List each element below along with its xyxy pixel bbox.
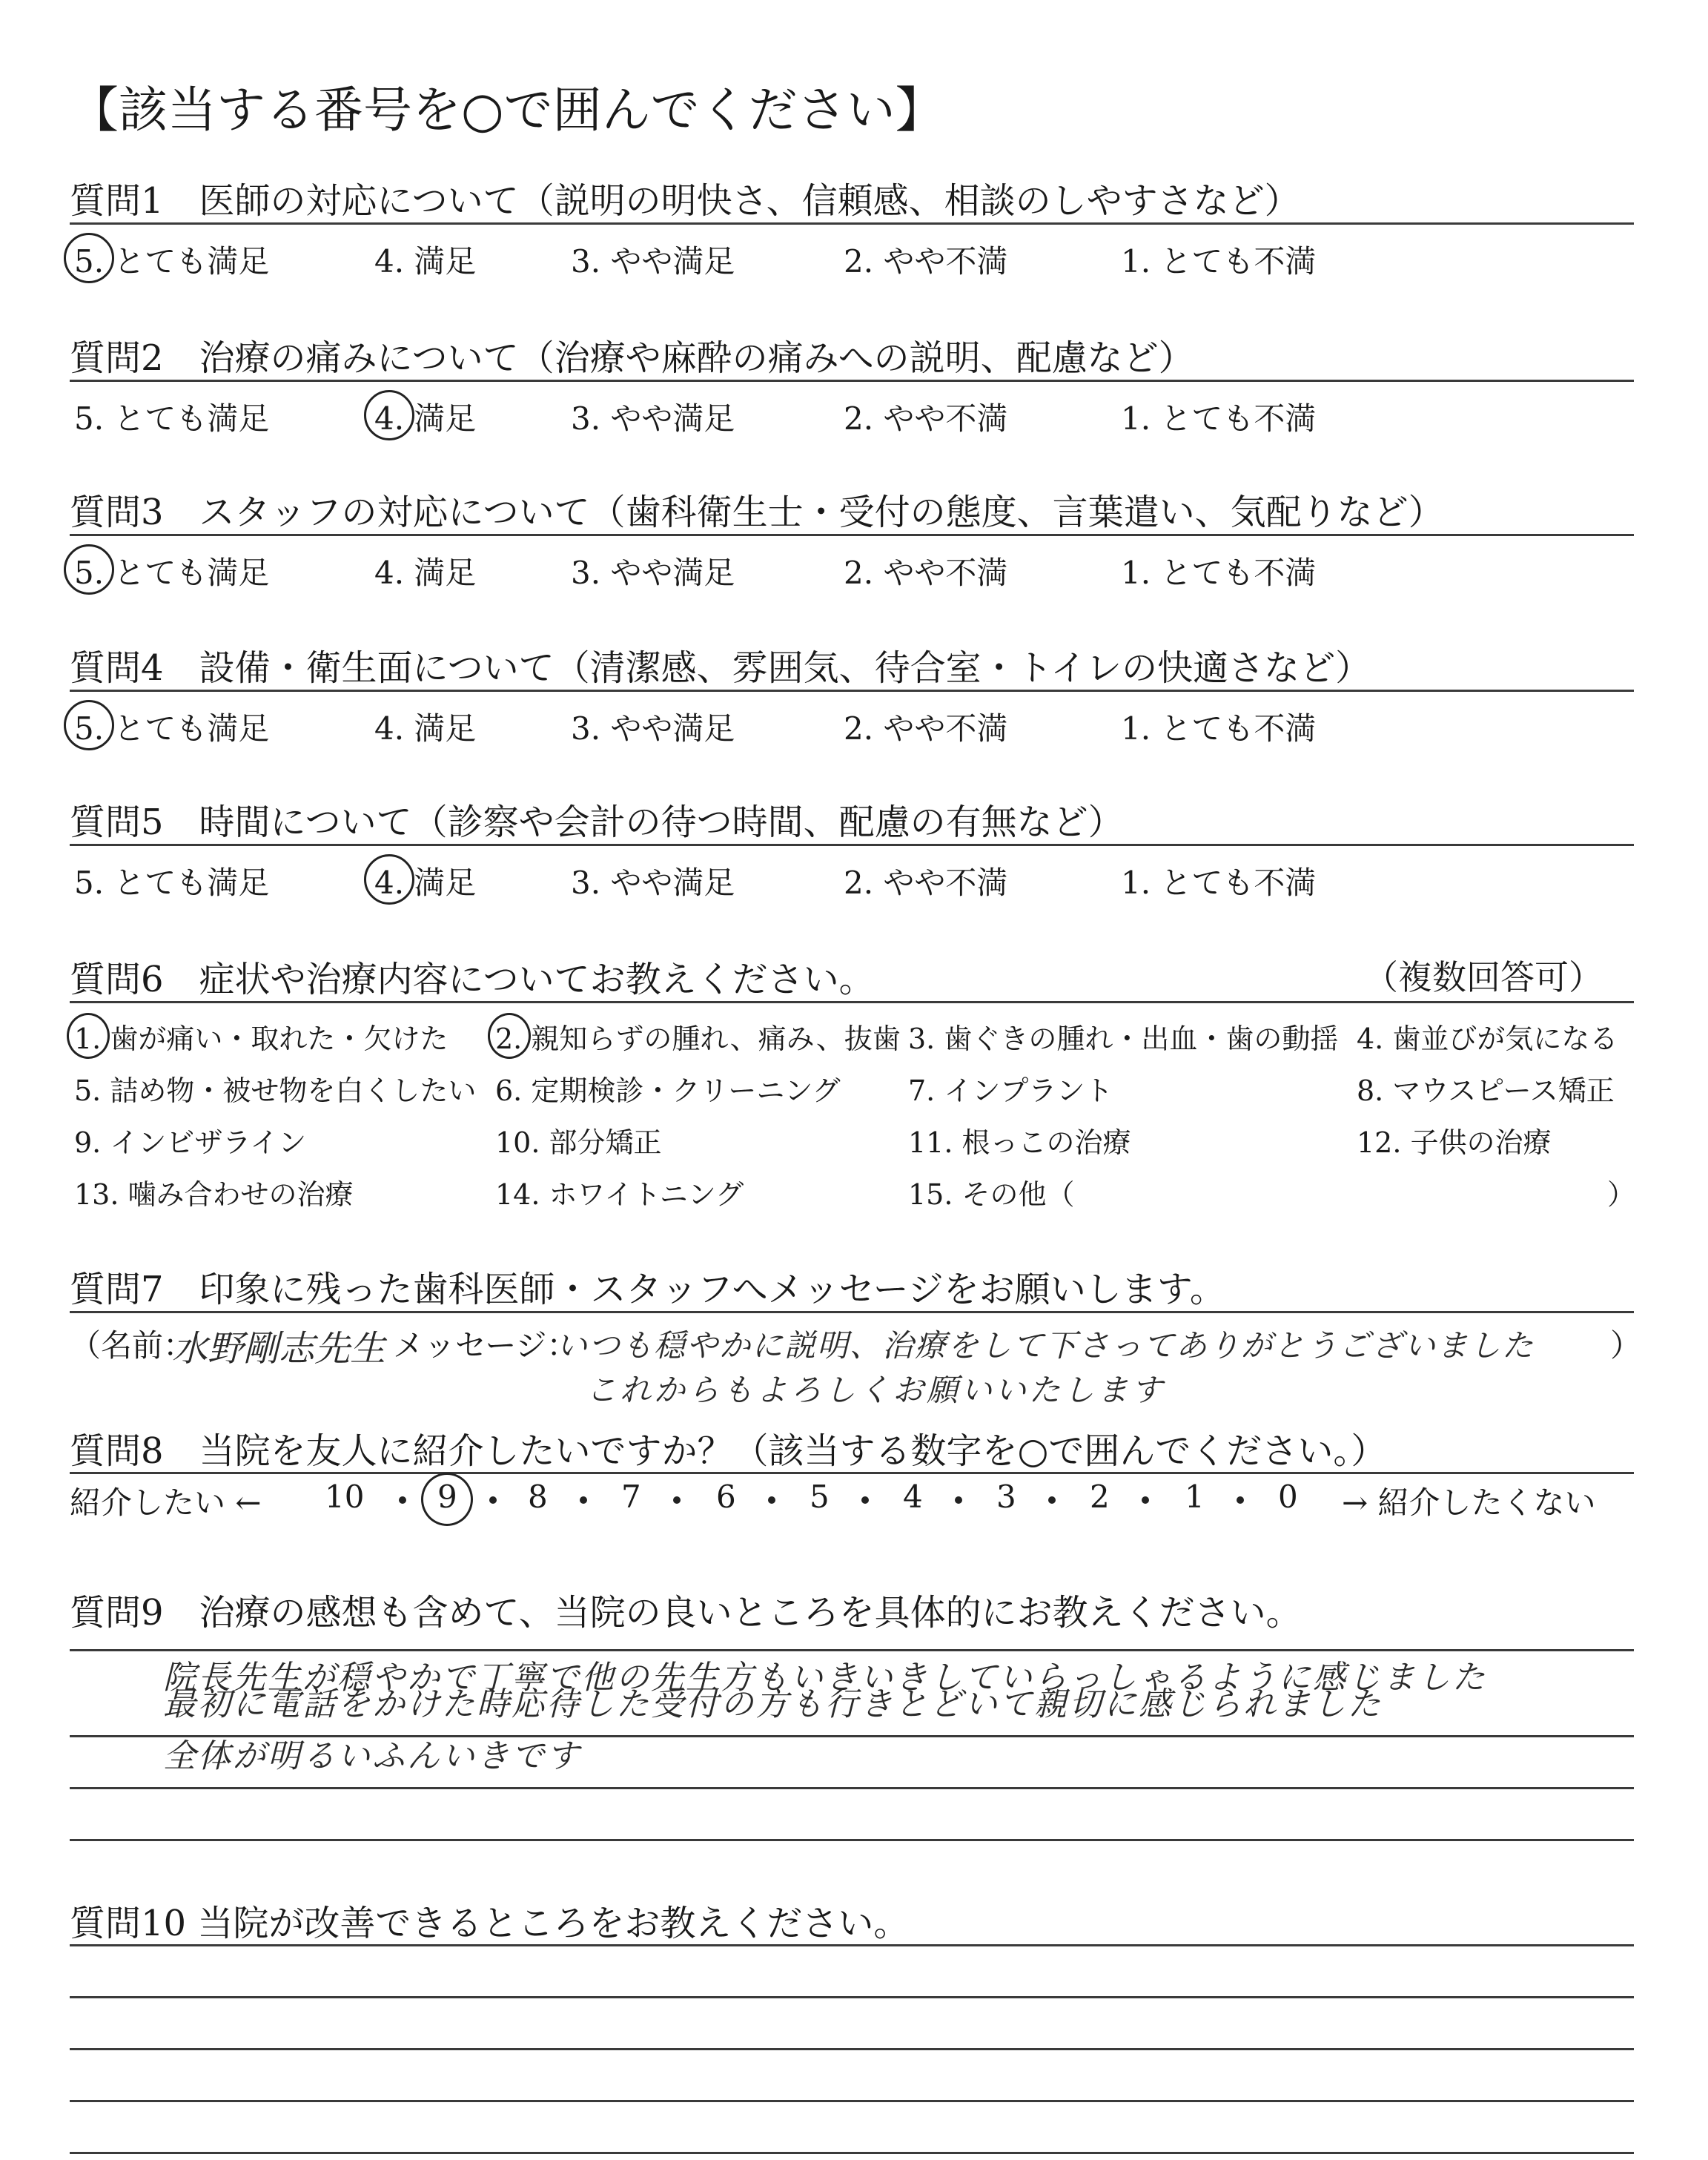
q10-title: 質問10 当院が改善できるところをお教えください。 (70, 1903, 910, 1944)
q6-option-4[interactable]: 4. 歯並びが気になる (1357, 1023, 1618, 1055)
q5-selected-circle (364, 854, 414, 905)
q5-rule (70, 844, 1634, 846)
q8-left-label: 紹介したい ← (70, 1484, 262, 1521)
q6-option-12[interactable]: 12. 子供の治療 (1357, 1126, 1552, 1159)
q3-selected-circle (64, 544, 114, 595)
q7-name-value: 水野剛志先生 (172, 1328, 386, 1370)
q5-title: 質問5 時間について（診察や会計の待つ時間、配慮の有無など） (70, 802, 1124, 843)
q4-choice-3[interactable]: 3. やや満足 (571, 710, 735, 747)
q4-choice-4[interactable]: 4. 満足 (374, 710, 477, 747)
q6-option-10[interactable]: 10. 部分矯正 (495, 1126, 662, 1159)
q1-choice-5[interactable]: 5. とても満足 (74, 243, 270, 280)
q4-choice-1[interactable]: 1. とても不満 (1121, 710, 1317, 747)
q7-close-paren: ） (1610, 1327, 1642, 1364)
q5-choice-2[interactable]: 2. やや不満 (844, 865, 1008, 901)
q8-separator-dot (1048, 1496, 1056, 1504)
q2-rule (70, 380, 1634, 382)
q8-score-10[interactable]: 10 (325, 1479, 365, 1515)
q8-separator-dot (1142, 1496, 1149, 1504)
q6-option-14[interactable]: 14. ホワイトニング (495, 1178, 744, 1211)
q6-rule (70, 1001, 1634, 1003)
page-title: 【該当する番号を○で囲んでください】 (70, 82, 944, 139)
q8-score-1[interactable]: 1 (1185, 1479, 1205, 1515)
q8-score-9[interactable]: 9 (437, 1479, 457, 1515)
q7-title: 質問7 印象に残った歯科医師・スタッフへメッセージをお願いします。 (70, 1269, 1225, 1310)
q5-choice-1[interactable]: 1. とても不満 (1121, 865, 1317, 901)
q2-choice-4[interactable]: 4. 満足 (374, 400, 477, 437)
q7-message-line1: いつも穏やかに説明、治療をして下さってありがとうございました (556, 1327, 1535, 1364)
q10-line-3 (70, 2048, 1634, 2050)
q7-message-label: メッセージ： (393, 1327, 578, 1364)
q6-option-8[interactable]: 8. マウスピース矯正 (1357, 1074, 1615, 1107)
q8-separator-dot (399, 1496, 406, 1504)
q5-choice-4[interactable]: 4. 満足 (374, 865, 477, 901)
q3-choice-5[interactable]: 5. とても満足 (74, 555, 270, 591)
q8-score-2[interactable]: 2 (1090, 1479, 1110, 1515)
q6-option-2[interactable]: 2. 親知らずの腫れ、痛み、抜歯 (495, 1023, 901, 1055)
q3-choice-4[interactable]: 4. 満足 (374, 555, 477, 591)
q8-rule (70, 1472, 1634, 1474)
q7-rule (70, 1311, 1634, 1313)
q2-selected-circle (364, 390, 414, 440)
q8-score-4[interactable]: 4 (903, 1479, 923, 1515)
q8-separator-dot (580, 1496, 587, 1504)
q8-score-8[interactable]: 8 (528, 1479, 548, 1515)
q8-separator-dot (1237, 1496, 1244, 1504)
q10-line-4 (70, 2100, 1634, 2102)
q6-title: 質問6 症状や治療内容についてお教えください。 (70, 959, 875, 1000)
q1-rule (70, 222, 1634, 225)
q6-option-7[interactable]: 7. インプラント (908, 1074, 1113, 1107)
q2-choice-1[interactable]: 1. とても不満 (1121, 400, 1317, 437)
q3-title: 質問3 スタッフの対応について（歯科衛生士・受付の態度、言葉遣い、気配りなど） (70, 492, 1444, 533)
q10-line-2 (70, 1996, 1634, 1998)
q9-handwritten-line-3: 全体が明るいふんいきです (163, 1737, 581, 1775)
q6-option-1[interactable]: 1. 歯が痛い・取れた・欠けた (74, 1023, 448, 1055)
q8-score-6[interactable]: 6 (716, 1479, 736, 1515)
q6-option-13[interactable]: 13. 噛み合わせの治療 (74, 1178, 354, 1211)
q6-selected-circle-2 (488, 1013, 531, 1059)
q8-selected-circle (421, 1473, 473, 1526)
q8-separator-dot (768, 1496, 775, 1504)
q2-choice-2[interactable]: 2. やや不満 (844, 400, 1008, 437)
q1-choice-4[interactable]: 4. 満足 (374, 243, 477, 280)
q2-choice-3[interactable]: 3. やや満足 (571, 400, 735, 437)
q4-selected-circle (64, 700, 114, 750)
q6-option-9[interactable]: 9. インビザライン (74, 1126, 307, 1159)
q1-choice-2[interactable]: 2. やや不満 (844, 243, 1008, 280)
q4-choice-2[interactable]: 2. やや不満 (844, 710, 1008, 747)
q10-line-5 (70, 2152, 1634, 2154)
q8-right-label: → 紹介したくない (1342, 1484, 1596, 1521)
q8-score-7[interactable]: 7 (621, 1479, 641, 1515)
q4-title: 質問4 設備・衛生面について（清潔感、雰囲気、待合室・トイレの快適さなど） (70, 647, 1371, 689)
q4-rule (70, 690, 1634, 692)
q8-score-3[interactable]: 3 (996, 1479, 1016, 1515)
q1-title: 質問1 医師の対応について（説明の明快さ、信頼感、相談のしやすさなど） (70, 180, 1300, 222)
q9-line-3 (70, 1787, 1634, 1789)
q7-message-line2: これからもよろしくお願いいたします (586, 1372, 1166, 1408)
q9-line-4 (70, 1839, 1634, 1841)
q8-score-0[interactable]: 0 (1278, 1479, 1298, 1515)
q3-choice-3[interactable]: 3. やや満足 (571, 555, 735, 591)
q3-choice-1[interactable]: 1. とても不満 (1121, 555, 1317, 591)
q9-title: 質問9 治療の感想も含めて、当院の良いところを具体的にお教えください。 (70, 1592, 1302, 1634)
q8-separator-dot (489, 1496, 497, 1504)
q1-choice-1[interactable]: 1. とても不満 (1121, 243, 1317, 280)
q2-title: 質問2 治療の痛みについて（治療や麻酔の痛みへの説明、配慮など） (70, 337, 1194, 379)
q6-note: （複数回答可） (1364, 957, 1603, 997)
q6-selected-circle-1 (67, 1013, 110, 1059)
q6-option-15[interactable]: 15. その他（ (908, 1178, 1075, 1211)
q1-choice-3[interactable]: 3. やや満足 (571, 243, 735, 280)
q6-option-5[interactable]: 5. 詰め物・被せ物を白くしたい (74, 1074, 477, 1107)
q9-handwritten-line-1: 院長先生が穏やかで丁寧で他の先生方もいきいきしていらっしゃるように感じました (163, 1659, 1487, 1697)
q1-selected-circle (64, 233, 114, 283)
q4-choice-5[interactable]: 5. とても満足 (74, 710, 270, 747)
q8-separator-dot (861, 1496, 869, 1504)
q8-title: 質問8 当院を友人に紹介したいですか？（該当する数字を○で囲んでください。） (70, 1430, 1387, 1472)
q3-rule (70, 534, 1634, 536)
q8-separator-dot (673, 1496, 681, 1504)
q2-choice-5[interactable]: 5. とても満足 (74, 400, 270, 437)
q8-separator-dot (955, 1496, 962, 1504)
q6-option-6[interactable]: 6. 定期検診・クリーニング (495, 1074, 841, 1107)
q6-option-11[interactable]: 11. 根っこの治療 (908, 1126, 1131, 1159)
q5-choice-3[interactable]: 3. やや満足 (571, 865, 735, 901)
q8-score-5[interactable]: 5 (810, 1479, 830, 1515)
q10-line-1 (70, 1944, 1634, 1946)
q6-option-3[interactable]: 3. 歯ぐきの腫れ・出血・歯の動揺 (908, 1023, 1339, 1055)
q3-choice-2[interactable]: 2. やや不満 (844, 555, 1008, 591)
q6-option-16: ） (1607, 1178, 1636, 1211)
q7-name-label: （名前： (70, 1327, 195, 1364)
q9-handwritten-line-2: 最初に電話をかけた時応待した受付の方も行きとどいて親切に感じられました (163, 1685, 1383, 1723)
q5-choice-5[interactable]: 5. とても満足 (74, 865, 270, 901)
